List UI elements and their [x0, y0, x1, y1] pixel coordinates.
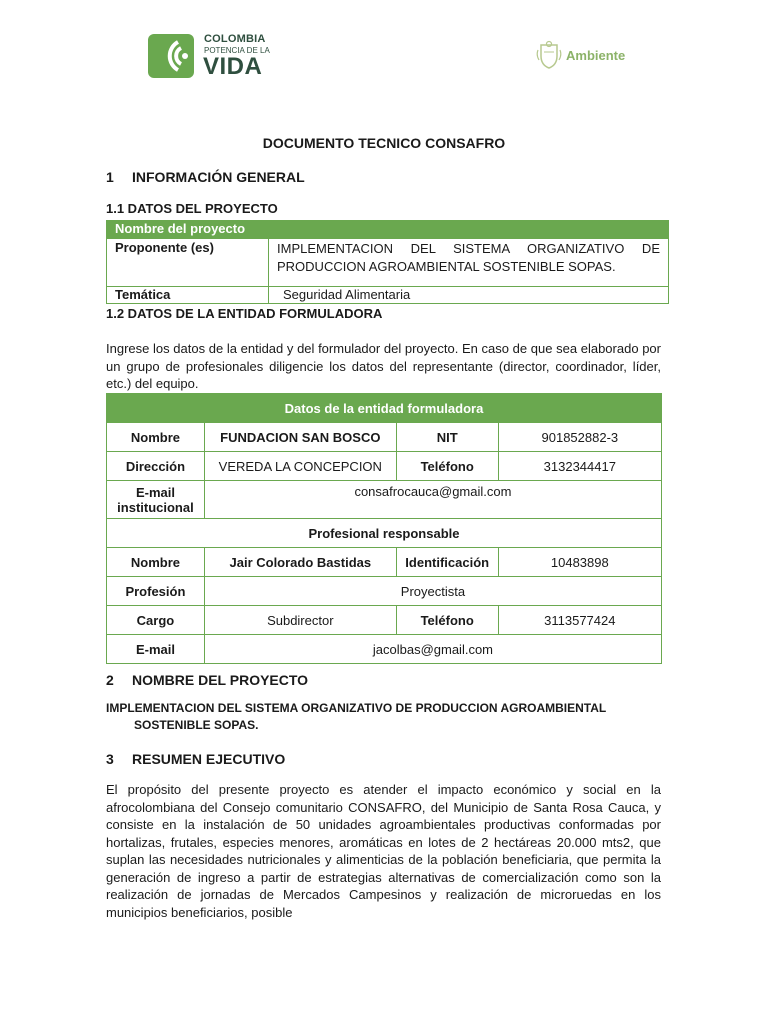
profesional-telefono-label: Teléfono — [396, 606, 498, 635]
entity-telefono-label: Teléfono — [396, 452, 498, 481]
profesion-label: Profesión — [107, 577, 205, 606]
section-2-number: 2 — [106, 672, 114, 688]
subsection-1-1-heading: 1.1 DATOS DEL PROYECTO — [106, 201, 278, 216]
profesional-telefono-value: 3113577424 — [498, 606, 661, 635]
profesional-nombre-label: Nombre — [107, 548, 205, 577]
project-name-line-2: SOSTENIBLE SOPAS. — [134, 718, 259, 732]
proponente-value: IMPLEMENTACION DEL SISTEMA ORGANIZATIVO DE PRODUCCION AGROAMBIENTAL SOSTENIBLE SOPAS. — [269, 239, 669, 287]
entity-table-header: Datos de la entidad formuladora — [107, 394, 662, 423]
colombia-wifi-mark-icon — [148, 34, 194, 78]
profesional-nombre-value: Jair Colorado Bastidas — [204, 548, 396, 577]
cargo-value: Subdirector — [204, 606, 396, 635]
project-name-line-1: IMPLEMENTACION DEL SISTEMA ORGANIZATIVO DE PRODUCCION AGROAMBIENTAL — [106, 701, 607, 715]
entity-data-table — [106, 393, 662, 664]
section-1-title: INFORMACIÓN GENERAL — [132, 169, 305, 185]
project-data-table — [106, 220, 669, 304]
section-3-heading — [106, 751, 286, 767]
tematica-label: Temática — [107, 287, 269, 304]
document-title: DOCUMENTO TECNICO CONSAFRO — [262, 135, 506, 151]
section-3-number: 3 — [106, 751, 114, 767]
profesional-responsable-header: Profesional responsable — [107, 519, 662, 548]
email-institucional-value: consafrocauca@gmail.com — [204, 481, 661, 519]
logo-colombia-text: COLOMBIA — [204, 33, 266, 45]
profesional-email-label: E-mail — [107, 635, 205, 664]
resumen-ejecutivo-paragraph: El propósito del presente proyecto es atender el impacto económico y social en la afrocolombiana del Consejo comunitario CONSAFRO, del Municipio de Santa Rosa Cauca, y consiste en la instalación de 50 unidades agroambientales productivas conformadas por hortalizas, frutales, especies menores, aromáticas en lotes de 2 hectáreas 20.000 mts2, que suplan las necesidades nutricionales y alimenticias de la población beneficiaria, que permita la generación de ingreso a partir de estrategias alternativas de comercialización como son la realización de jornadas de Mercados Campesinos y realización de microruedas en los municipios beneficiarios, posible — [106, 782, 661, 920]
logo-potencia-text: POTENCIA DE LA — [204, 46, 270, 55]
identificacion-value: 10483898 — [498, 548, 661, 577]
intro-paragraph: Ingrese los datos de la entidad y del formulador del proyecto. En caso de que sea elaborado por un grupo de profesionales diligencie los datos del representante (director, coordinador, líder, etc.) del equipo. — [106, 341, 661, 391]
profesional-email-value: jacolbas@gmail.com — [204, 635, 661, 664]
logo-vida-text: VIDA — [203, 53, 263, 80]
entity-name-label: Nombre — [107, 423, 205, 452]
nit-value: 901852882-3 — [498, 423, 661, 452]
direccion-label: Dirección — [107, 452, 205, 481]
ambiente-logo — [536, 40, 636, 72]
profesion-value: Proyectista — [204, 577, 661, 606]
colombia-potencia-de-la-vida-logo — [148, 32, 278, 80]
nit-label: NIT — [396, 423, 498, 452]
direccion-value: VEREDA LA CONCEPCION — [204, 452, 396, 481]
entity-telefono-value: 3132344417 — [498, 452, 661, 481]
section-2-title: NOMBRE DEL PROYECTO — [132, 672, 309, 688]
proponente-label: Proponente (es) — [107, 239, 269, 287]
project-name-header: Nombre del proyecto — [107, 221, 669, 239]
identificacion-label: Identificación — [396, 548, 498, 577]
section-1-heading — [106, 169, 305, 185]
tematica-value: Seguridad Alimentaria — [269, 287, 669, 304]
section-2-heading — [106, 672, 309, 688]
section-3-title: RESUMEN EJECUTIVO — [132, 751, 286, 767]
project-name-text — [106, 700, 661, 734]
cargo-label: Cargo — [107, 606, 205, 635]
section-1-number: 1 — [106, 169, 114, 185]
coat-of-arms-icon — [536, 40, 562, 70]
email-institucional-label: E-mail institucional — [107, 481, 205, 519]
subsection-1-2-heading: 1.2 DATOS DE LA ENTIDAD FORMULADORA — [106, 306, 383, 321]
ambiente-text: Ambiente — [566, 48, 626, 63]
entity-name-value: FUNDACION SAN BOSCO — [204, 423, 396, 452]
